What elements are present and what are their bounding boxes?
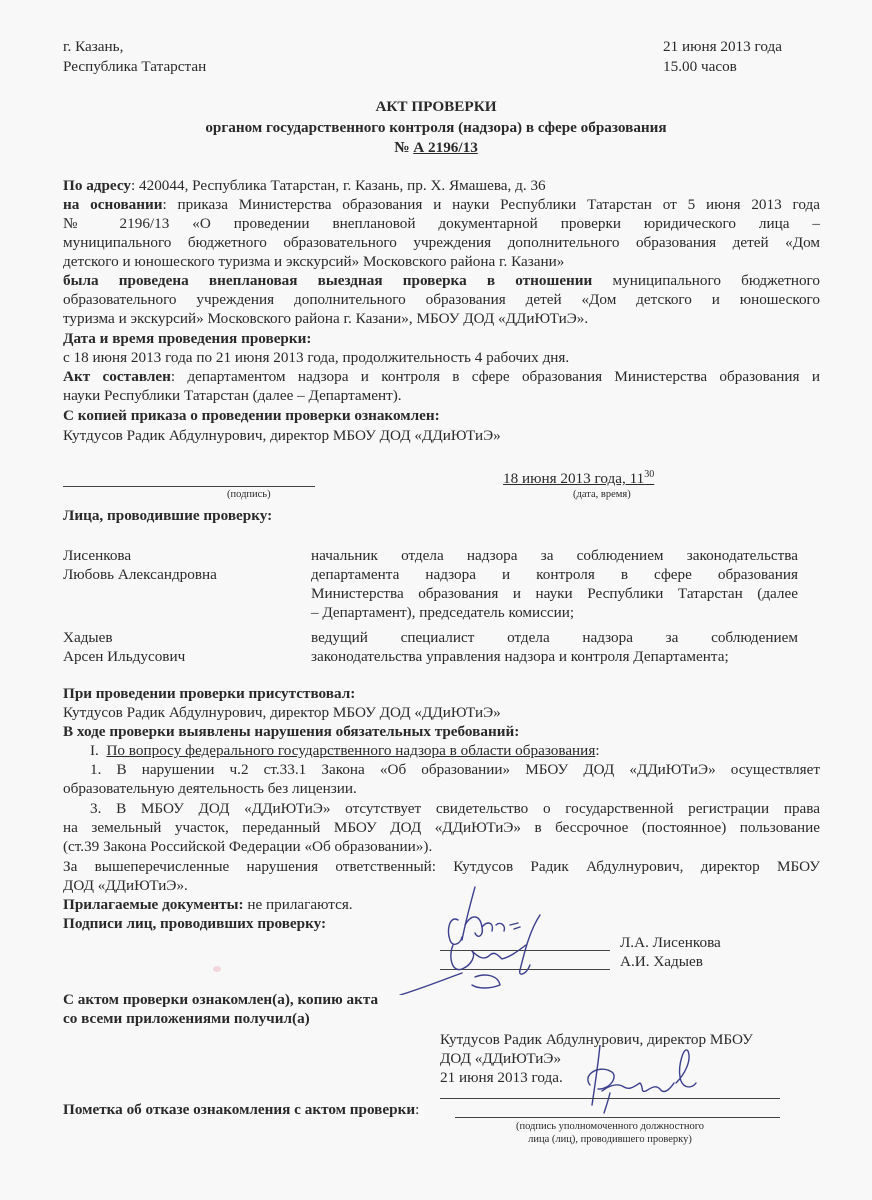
violation-item: 1. В нарушении ч.2 ст.33.1 Закона «Об образовании» МБОУ ДОД «ДДиЮТиЭ» осуществляет образовательную деятельность без лицензии. (63, 761, 820, 797)
compiled-line-2: науки Республики Татарстан (далее – Департамент). (63, 387, 402, 404)
basis-line-3: муниципального бюджетного образовательного учреждения дополнительного образования детей «Дом (63, 234, 820, 251)
number-value: А 2196/13 (413, 139, 478, 156)
receipt-label: со всеми приложениями получил(а) (63, 1010, 310, 1027)
number-prefix: № (394, 139, 414, 156)
inspector-role: начальник отдела надзора за соблюдением законодательства департамента надзора и контроля в сфере образования Министерства образования и науки Республики Татарстан (далее – Департамент), председатель комиссии; (311, 547, 798, 621)
stain-mark (213, 966, 221, 972)
inspectors-label: Лица, проводившие проверку: (63, 507, 273, 524)
inspection-line-3: туризма и экскурсий» Московского района г. Казани», МБОУ ДОД «ДДиЮТиЭ». (63, 310, 589, 327)
header-region: Республика Татарстан (63, 58, 207, 75)
basis-block (63, 195, 820, 271)
handwritten-signature (380, 885, 610, 995)
basis-line-2: № 2196/13 «О проведении внеплановой документарной проверки юридического лица – (63, 215, 820, 232)
attachments-value: не прилагаются. (243, 896, 353, 913)
refusal-label: Пометка об отказе ознакомления с актом проверки (63, 1101, 416, 1118)
recipient-line: ДОД «ДДиЮТиЭ» (440, 1050, 562, 1067)
refusal-caption: (подпись уполномоченного должностного лица (лиц), проводившего проверку) (515, 1121, 705, 1145)
header-date: 21 июня 2013 года (663, 38, 783, 55)
inspector-signature-name: Л.А. Лисенкова (620, 934, 721, 951)
refusal-signature-line (455, 1117, 780, 1118)
recipient-date: 21 июня 2013 года. (440, 1069, 563, 1086)
attachments-line (63, 895, 353, 914)
inspector-signature-name: А.И. Хадыев (620, 953, 703, 970)
inspector-surname: Хадыев (63, 629, 113, 646)
acquainted-value: Кутдусов Радик Абдулнурович, директор МБОУ ДОД «ДДиЮТиЭ» (63, 427, 501, 444)
section-title: По вопросу федерального государственного надзора в области образования (106, 742, 596, 759)
receipt-label: С актом проверки ознакомлен(а), копию акта (63, 991, 379, 1008)
inspector-role: ведущий специалист отдела надзора за соблюдением законодательства управления надзора и контроля Департамента; (311, 629, 798, 665)
inspection-label: была проведена внеплановая выездная проверка в отношении (63, 272, 593, 289)
handwritten-signature (580, 1045, 730, 1115)
address-value: : 420044, Республика Татарстан, г. Казань, пр. Х. Ямашева, д. 36 (131, 177, 546, 194)
basis-label: на основании (63, 196, 163, 213)
inspection-line-1: была проведена внеплановая выездная проверка в отношении муниципального бюджетного (63, 272, 820, 289)
document-subtitle: органом государственного контроля (надзора) в сфере образования (205, 119, 667, 136)
inspector-name: Арсен Ильдусович (63, 648, 186, 665)
period-value: с 18 июня 2013 года по 21 июня 2013 года, продолжительность 4 рабочих дня. (63, 349, 570, 366)
responsible-block: За вышеперечисленные нарушения ответственный: Кутдусов Радик Абдулнурович, директор МБОУ ДОД «ДДиЮТиЭ». (63, 858, 820, 894)
acquainted-datetime: 18 июня 2013 года, $11^{30}$ (503, 469, 655, 488)
period-label: Дата и время проведения проверки: (63, 330, 312, 347)
recipient-line: Кутдусов Радик Абдулнурович, директор МБОУ (440, 1031, 753, 1048)
basis-line-1: на основании: приказа Министерства образования и науки Республики Татарстан от 5 июня 2013 года (63, 196, 820, 213)
violations-label: В ходе проверки выявлены нарушения обязательных требований: (63, 723, 520, 740)
inspector-surname: Лисенкова (63, 547, 132, 564)
inspector-name: Любовь Александровна (63, 566, 217, 583)
present-value: Кутдусов Радик Абдулнурович, директор МБОУ ДОД «ДДиЮТиЭ» (63, 704, 501, 721)
header-time: 15.00 часов (663, 58, 737, 75)
compiled-block (63, 367, 820, 405)
header-city: г. Казань, (63, 38, 124, 55)
datetime-caption: (дата, время) (573, 489, 631, 500)
violation-item: 3. В МБОУ ДОД «ДДиЮТиЭ» отсутствует свидетельство о государственной регистрации права на земельный участок, переданный МБОУ ДОД «ДДиЮТиЭ» в бессрочное (постоянное) пользование (ст.39 Закона Российской Федерации «Об образовании»). (63, 800, 820, 855)
signature-line (63, 486, 315, 487)
address-line (63, 176, 546, 195)
document-title: АКТ ПРОВЕРКИ (375, 98, 497, 115)
basis-line-4: детского и юношеского туризма и экскурсий» Московского района г. Казани» (63, 253, 565, 270)
compiled-line-1: Акт составлен: департаментом надзора и контроля в сфере образования Министерства образования и (63, 368, 820, 385)
acquainted-label: С копией приказа о проведении проверки ознакомлен: (63, 407, 440, 424)
attachments-label: Прилагаемые документы: (63, 896, 244, 913)
present-label: При проведении проверки присутствовал: (63, 685, 356, 702)
signature-line (440, 1098, 780, 1099)
violations-section: I. По вопросу федерального государственного надзора в области образования: (90, 742, 600, 759)
inspector-signatures-label: Подписи лиц, проводивших проверку: (63, 915, 327, 932)
compiled-label: Акт составлен (63, 368, 171, 385)
address-label: По адресу (63, 177, 131, 194)
refusal-line: Пометка об отказе ознакомления с актом проверки: (63, 1101, 420, 1118)
signature-caption: (подпись) (227, 489, 271, 500)
inspection-line-2: образовательного учреждения дополнительного образования детей «Дом детского и юношеского (63, 291, 820, 308)
inspection-block (63, 271, 820, 328)
document-number (0, 138, 872, 157)
